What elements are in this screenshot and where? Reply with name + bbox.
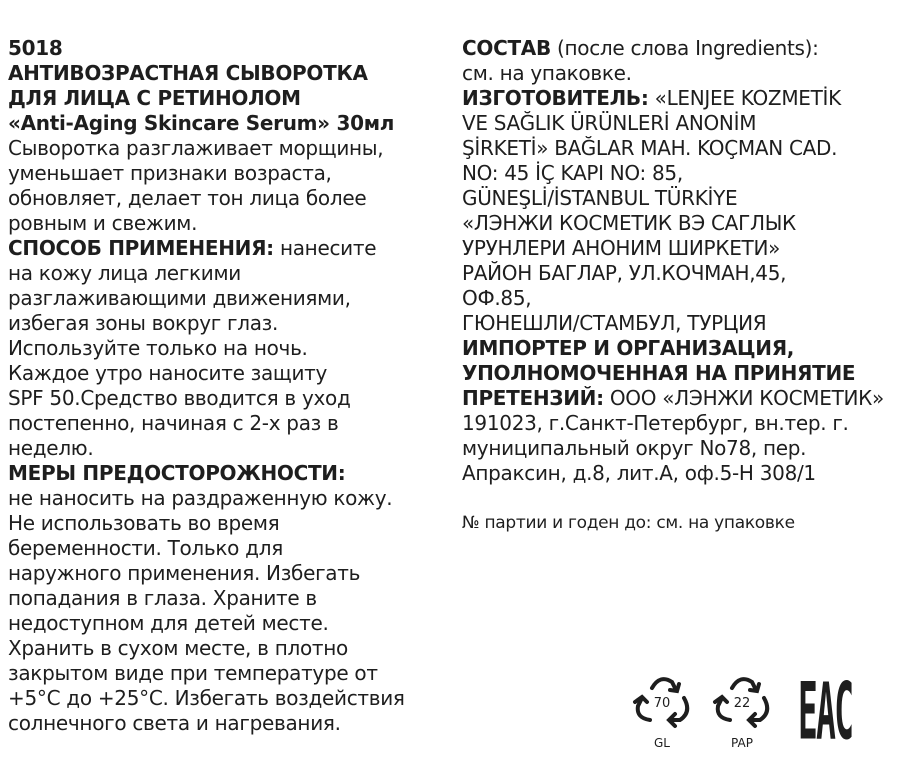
text-line (8, 361, 405, 386)
text-line (462, 511, 884, 536)
line-text: 191023, г.Санкт-Петербург, вн.тер. г. (462, 411, 849, 435)
line-text: ровным и свежим. (8, 211, 198, 235)
line-text: ООО «ЛЭНЖИ КОСМЕТИК» (603, 386, 884, 410)
text-line (8, 436, 405, 461)
line-text: ОФ.85, (462, 286, 532, 310)
bold-heading: ИМПОРТЕР И ОРГАНИЗАЦИЯ, (462, 336, 795, 360)
text-line (8, 536, 405, 561)
line-text: неделю. (8, 436, 94, 460)
line-text: № партии и годен до: см. на упаковке (462, 513, 795, 533)
line-text: ГЮНЕШЛИ/СТАМБУЛ, ТУРЦИЯ (462, 311, 767, 335)
line-text: Апраксин, д.8, лит.А, оф.5-Н 308/1 (462, 461, 816, 485)
line-text: избегая зоны вокруг глаз. (8, 311, 279, 335)
text-line (462, 336, 884, 361)
recycle-label: GL (654, 736, 670, 750)
text-line (8, 186, 405, 211)
bold-heading: 5018 (8, 36, 63, 60)
line-text: см. на упаковке. (462, 61, 632, 85)
bold-heading: СПОСОБ ПРИМЕНЕНИЯ: (8, 236, 274, 260)
bold-heading: ИЗГОТОВИТЕЛЬ: (462, 86, 649, 110)
line-text: беременности. Только для (8, 536, 283, 560)
text-line (462, 411, 884, 436)
text-line (8, 586, 405, 611)
line-text: (после слова Ingredients): (550, 36, 819, 60)
line-text: обновляет, делает тон лица более (8, 186, 367, 210)
text-line (8, 661, 405, 686)
text-line (8, 236, 405, 261)
text-line (8, 561, 405, 586)
left-column (8, 36, 405, 736)
bold-heading: ПРЕТЕНЗИЙ: (462, 386, 604, 410)
text-line (8, 111, 405, 136)
text-line (462, 161, 884, 186)
text-line (8, 311, 405, 336)
text-line (462, 311, 884, 336)
text-line (8, 261, 405, 286)
text-line (8, 611, 405, 636)
right-column (462, 36, 884, 536)
text-line (8, 61, 405, 86)
text-line (462, 361, 884, 386)
text-line (8, 511, 405, 536)
line-text: SPF 50.Средство вводится в уход (8, 386, 351, 410)
eac-mark-icon: EAC (798, 668, 853, 758)
recycle-paper-mark (710, 668, 774, 750)
bold-heading: УПОЛНОМОЧЕННАЯ НА ПРИНЯТИЕ (462, 361, 856, 385)
bold-heading: СОСТАВ (462, 36, 551, 60)
text-line (8, 686, 405, 711)
text-line (462, 461, 884, 486)
recycle-glass-mark (630, 668, 694, 750)
text-line (8, 386, 405, 411)
line-text: GÜNEŞLİ/İSTANBUL TÜRKİYE (462, 186, 738, 210)
line-text: муниципальный округ No78, пер. (462, 436, 807, 460)
text-line (8, 411, 405, 436)
text-line (462, 386, 884, 411)
bold-heading: АНТИВОЗРАСТНАЯ СЫВОРОТКА (8, 61, 368, 85)
line-text: ŞİRKETİ» BAĞLAR MAH. KOÇMAN CAD. (462, 136, 838, 160)
line-text: Не использовать во время (8, 511, 280, 535)
text-line (462, 286, 884, 311)
text-line (8, 336, 405, 361)
line-text: Хранить в сухом месте, в плотно (8, 636, 348, 660)
line-text: солнечного света и нагревания. (8, 711, 341, 735)
text-line (8, 86, 405, 111)
line-text: Используйте только на ночь. (8, 336, 308, 360)
line-text: на кожу лица легкими (8, 261, 241, 285)
text-line (8, 136, 405, 161)
line-text: нанесите (273, 236, 377, 260)
line-text: «LENJEE KOZMETİK (648, 86, 841, 110)
text-line (8, 486, 405, 511)
line-text: закрытом виде при температуре от (8, 661, 378, 685)
bold-heading: МЕРЫ ПРЕДОСТОРОЖНОСТИ: (8, 461, 346, 485)
certification-icons (630, 668, 900, 758)
text-line (462, 211, 884, 236)
text-line (8, 161, 405, 186)
line-text: разглаживающими движениями, (8, 286, 351, 310)
text-line (8, 36, 405, 61)
text-line (462, 436, 884, 461)
text-line (462, 136, 884, 161)
line-text: не наносить на раздраженную кожу. (8, 486, 393, 510)
line-text: недоступном для детей месте. (8, 611, 329, 635)
bold-heading: «Anti-Aging Skincare Serum» 30мл (8, 111, 395, 135)
line-text: постепенно, начиная с 2-х раз в (8, 411, 339, 435)
text-line (462, 61, 884, 86)
line-text: «ЛЭНЖИ КОСМЕТИК ВЭ САГЛЫК (462, 211, 796, 235)
line-text: попадания в глаза. Храните в (8, 586, 317, 610)
text-line (8, 286, 405, 311)
line-text: Каждое утро наносите защиту (8, 361, 328, 385)
text-line (8, 711, 405, 736)
text-line (8, 211, 405, 236)
text-line (462, 86, 884, 111)
recycle-number: 22 (733, 696, 751, 711)
text-line (462, 111, 884, 136)
line-text: РАЙОН БАГЛАР, УЛ.КОЧМАН,45, (462, 261, 787, 285)
text-line (462, 236, 884, 261)
text-line (8, 461, 405, 486)
line-text: +5°C до +25°C. Избегать воздействия (8, 686, 405, 710)
line-text: наружного применения. Избегать (8, 561, 361, 585)
line-text: УРУНЛЕРИ АНОНИМ ШИРКЕТИ» (462, 236, 781, 260)
text-line (462, 486, 884, 511)
recycle-number: 70 (653, 696, 671, 711)
line-text: VE SAĞLIK ÜRÜNLERİ ANONİM (462, 111, 757, 135)
text-line (462, 36, 884, 61)
text-line (8, 636, 405, 661)
recycle-label: PAP (731, 736, 753, 750)
bold-heading: ДЛЯ ЛИЦА С РЕТИНОЛОМ (8, 86, 301, 110)
line-text: Сыворотка разглаживает морщины, (8, 136, 384, 160)
text-line (462, 186, 884, 211)
line-text: NO: 45 İÇ KAPI NO: 85, (462, 161, 683, 185)
line-text: уменьшает признаки возраста, (8, 161, 332, 185)
text-line (462, 261, 884, 286)
